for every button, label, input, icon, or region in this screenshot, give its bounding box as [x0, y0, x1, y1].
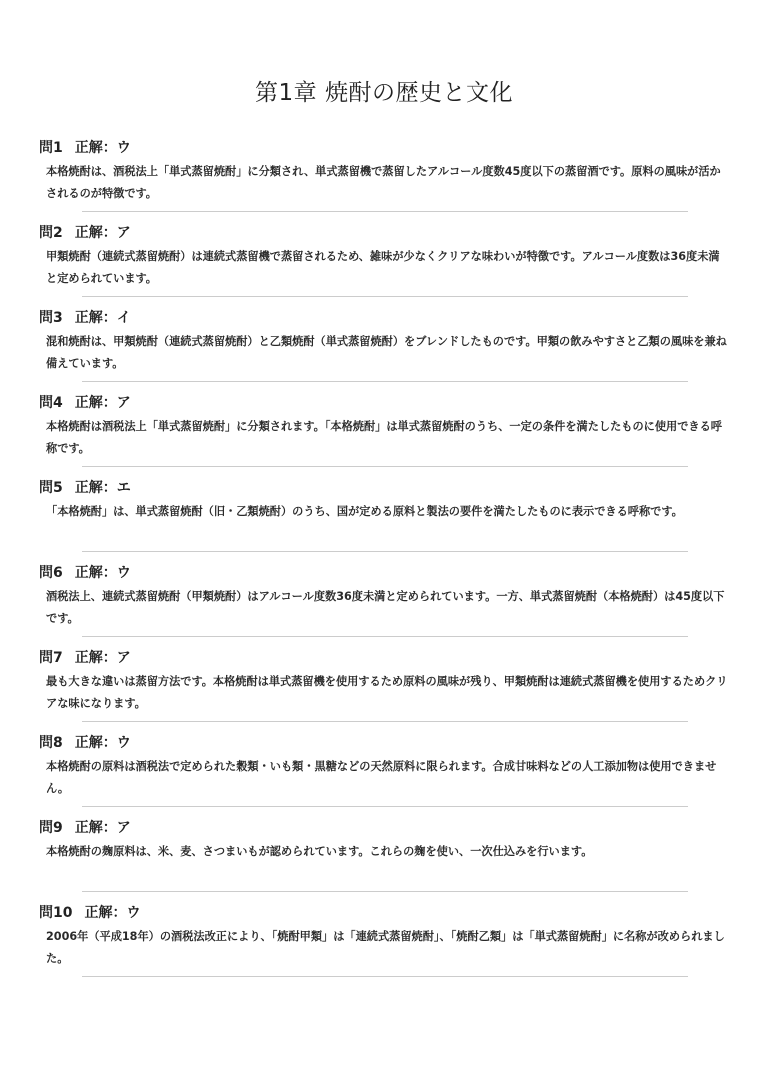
answer-list — [0, 139, 768, 989]
answer-item — [0, 904, 768, 989]
answer-explanation: 酒税法上、連続式蒸留焼酎（甲類焼酎）はアルコール度数36度未満と定められています。一方、単式蒸留焼酎（本格焼酎）は45度以下です。 — [46, 590, 725, 625]
answer-item — [0, 649, 768, 734]
divider — [82, 466, 688, 467]
answer-explanation: 最も大きな違いは蒸留方法です。本格焼酎は単式蒸留機を使用するため原料の風味が残り、甲類焼酎は連続式蒸留機を使用するためクリアな味になります。 — [46, 675, 728, 710]
question-number: 問4 — [39, 395, 63, 411]
answer-explanation: 甲類焼酎（連続式蒸留焼酎）は連続式蒸留機で蒸留されるため、雑味が少なくクリアな味わいが特徴です。アルコール度数は36度未満と定められています。 — [46, 250, 720, 285]
correct-answer: 正解：ア — [74, 650, 131, 666]
answer-item — [0, 819, 768, 904]
divider — [82, 721, 688, 722]
question-number: 問5 — [39, 480, 63, 496]
correct-answer: 正解：ウ — [74, 735, 131, 751]
correct-answer: 正解：ア — [74, 225, 131, 241]
answer-header — [39, 309, 131, 327]
correct-answer: 正解：エ — [74, 480, 131, 496]
question-number: 問2 — [39, 225, 63, 241]
question-number: 問1 — [39, 140, 63, 156]
divider — [82, 381, 688, 382]
answer-header — [39, 819, 131, 837]
answer-header — [39, 479, 131, 497]
answer-item — [0, 139, 768, 224]
divider — [82, 296, 688, 297]
answer-explanation: 混和焼酎は、甲類焼酎（連続式蒸留焼酎）と乙類焼酎（単式蒸留焼酎）をブレンドしたものです。甲類の飲みやすさと乙類の風味を兼ね備えています。 — [46, 335, 727, 370]
divider — [82, 636, 688, 637]
answer-explanation: 2006年（平成18年）の酒税法改正により、「焼酎甲類」は「連続式蒸留焼酎」、「焼酎乙類」は「単式蒸留焼酎」に名称が改められました。 — [46, 930, 725, 965]
correct-answer: 正解：ウ — [74, 140, 131, 156]
divider — [82, 551, 688, 552]
answer-item — [0, 309, 768, 394]
page-title: 第1章 焼酎の歴史と文化 — [255, 80, 513, 106]
question-number: 問6 — [39, 565, 63, 581]
answer-header — [39, 394, 131, 412]
correct-answer: 正解：ウ — [84, 905, 141, 921]
divider — [82, 891, 688, 892]
divider — [82, 806, 688, 807]
correct-answer: 正解：ア — [74, 820, 131, 836]
answer-item — [0, 224, 768, 309]
answer-header — [39, 904, 140, 922]
question-number: 問8 — [39, 735, 63, 751]
answer-header — [39, 224, 131, 242]
answer-explanation: 本格焼酎の原料は酒税法で定められた穀類・いも類・黒糖などの天然原料に限られます。合成甘味料などの人工添加物は使用できません。 — [46, 760, 717, 795]
answer-header — [39, 649, 131, 667]
answer-item — [0, 734, 768, 819]
question-number: 問10 — [39, 905, 73, 921]
answer-explanation: 本格焼酎は、酒税法上「単式蒸留焼酎」に分類され、単式蒸留機で蒸留したアルコール度数45度以下の蒸留酒です。原料の風味が活かされるのが特徴です。 — [46, 165, 721, 200]
divider — [82, 211, 688, 212]
answer-header — [39, 734, 131, 752]
answer-header — [39, 564, 131, 582]
answer-item — [0, 479, 768, 564]
correct-answer: 正解：ウ — [74, 565, 131, 581]
question-number: 問9 — [39, 820, 63, 836]
answer-header — [39, 139, 131, 157]
question-number: 問7 — [39, 650, 63, 666]
answer-explanation: 本格焼酎の麹原料は、米、麦、さつまいもが認められています。これらの麹を使い、一次仕込みを行います。 — [46, 845, 593, 858]
divider — [82, 976, 688, 977]
question-number: 問3 — [39, 310, 63, 326]
answer-explanation: 「本格焼酎」は、単式蒸留焼酎（旧・乙類焼酎）のうち、国が定める原料と製法の要件を満たしたものに表示できる呼称です。 — [46, 505, 683, 518]
answer-item — [0, 564, 768, 649]
answer-explanation: 本格焼酎は酒税法上「単式蒸留焼酎」に分類されます。「本格焼酎」は単式蒸留焼酎のうち、一定の条件を満たしたものに使用できる呼称です。 — [46, 420, 722, 455]
correct-answer: 正解：ア — [74, 395, 131, 411]
answer-item — [0, 394, 768, 479]
correct-answer: 正解：イ — [74, 310, 131, 326]
